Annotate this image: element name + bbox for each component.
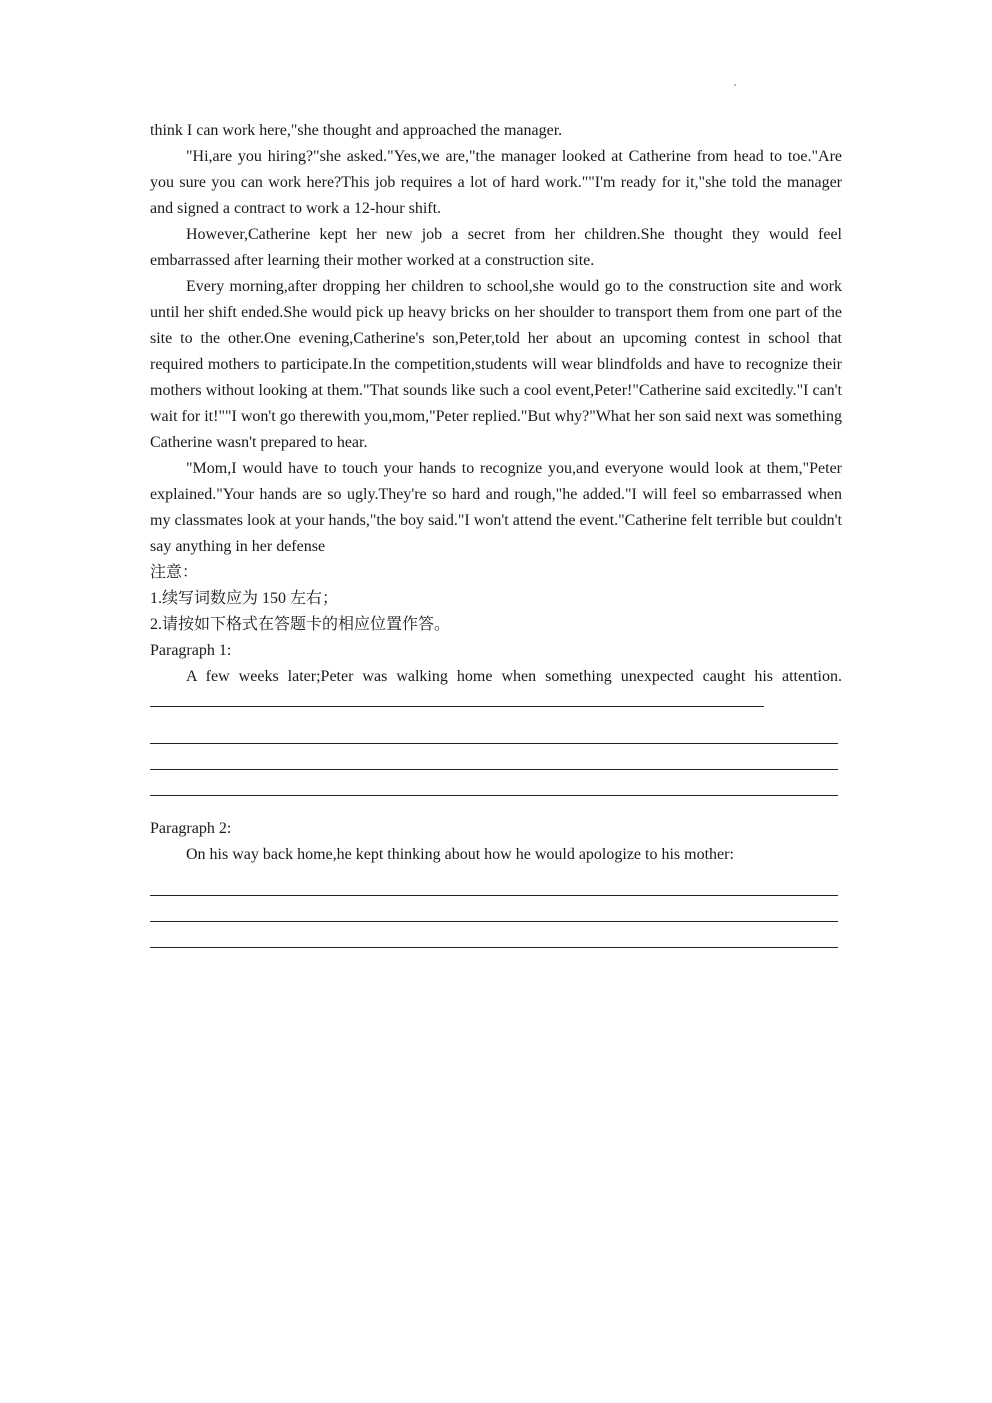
- passage-paragraph-5: "Mom,I would have to touch your hands to recognize you,and everyone would look at them,"Peter explained."Your hands are so ugly.They're so hard and rough,"he added."I will feel so embarrassed when my classmates look at your hands,"the boy said."I won't attend the event."Catherine felt terrible but couldn't say anything in her defense: [150, 460, 842, 555]
- paragraph-1-answer-area: [150, 716, 842, 796]
- passage-paragraph-4: Every morning,after dropping her children to school,she would go to the construction site and work until her shift ended.She would pick up heavy bricks on her shoulder to transport them from one part of the site to the other.One evening,Catherine's son,Peter,told her about an upcoming contest in school that required mothers to participate.In the competition,students will wear blindfolds and have to recognize their mothers without looking at them."That sounds like such a cool event,Peter!"Catherine said excitedly."I can't wait for it!""I won't go therewith you,mom,"Peter replied."But why?"What her son said next was something Catherine wasn't prepared to hear.: [150, 278, 842, 451]
- paragraph-1-prompt: [150, 664, 842, 716]
- paragraph-1-heading: Paragraph 1:: [150, 642, 232, 659]
- passage-paragraph-1: think I can work here,"she thought and approached the manager.: [150, 122, 563, 139]
- answer-line[interactable]: [150, 896, 838, 922]
- answer-line[interactable]: [150, 770, 838, 796]
- note-item-format: 2.请按如下格式在答题卡的相应位置作答。: [150, 616, 451, 633]
- answer-line[interactable]: [150, 690, 764, 707]
- notes-title: 注意：: [150, 564, 199, 581]
- passage-paragraph-3: However,Catherine kept her new job a secret from her children.She thought they would feel embarrassed after learning their mother worked at a construction site.: [150, 226, 842, 269]
- answer-line[interactable]: [150, 868, 838, 896]
- scan-speck: [734, 84, 736, 86]
- note-item-word-count: 1.续写词数应为 150 左右；: [150, 590, 339, 607]
- paragraph-2-heading: Paragraph 2:: [150, 820, 232, 837]
- answer-line[interactable]: [150, 744, 838, 770]
- answer-line[interactable]: [150, 922, 838, 948]
- reading-passage: [150, 118, 842, 948]
- passage-paragraph-2: "Hi,are you hiring?"she asked."Yes,we are,"the manager looked at Catherine from head to toe."Are you sure you can work here?This job requires a lot of hard work.""I'm ready for it,"she told the manager and signed a contract to work a 12-hour shift.: [150, 148, 842, 217]
- answer-line[interactable]: [150, 716, 838, 744]
- paragraph-1-prompt-text: A few weeks later;Peter was walking home when something unexpected caught his attention.: [186, 668, 842, 685]
- paragraph-2-answer-area: [150, 868, 842, 948]
- section-spacer: [150, 796, 842, 816]
- paragraph-2-prompt: On his way back home,he kept thinking about how he would apologize to his mother:: [186, 846, 734, 863]
